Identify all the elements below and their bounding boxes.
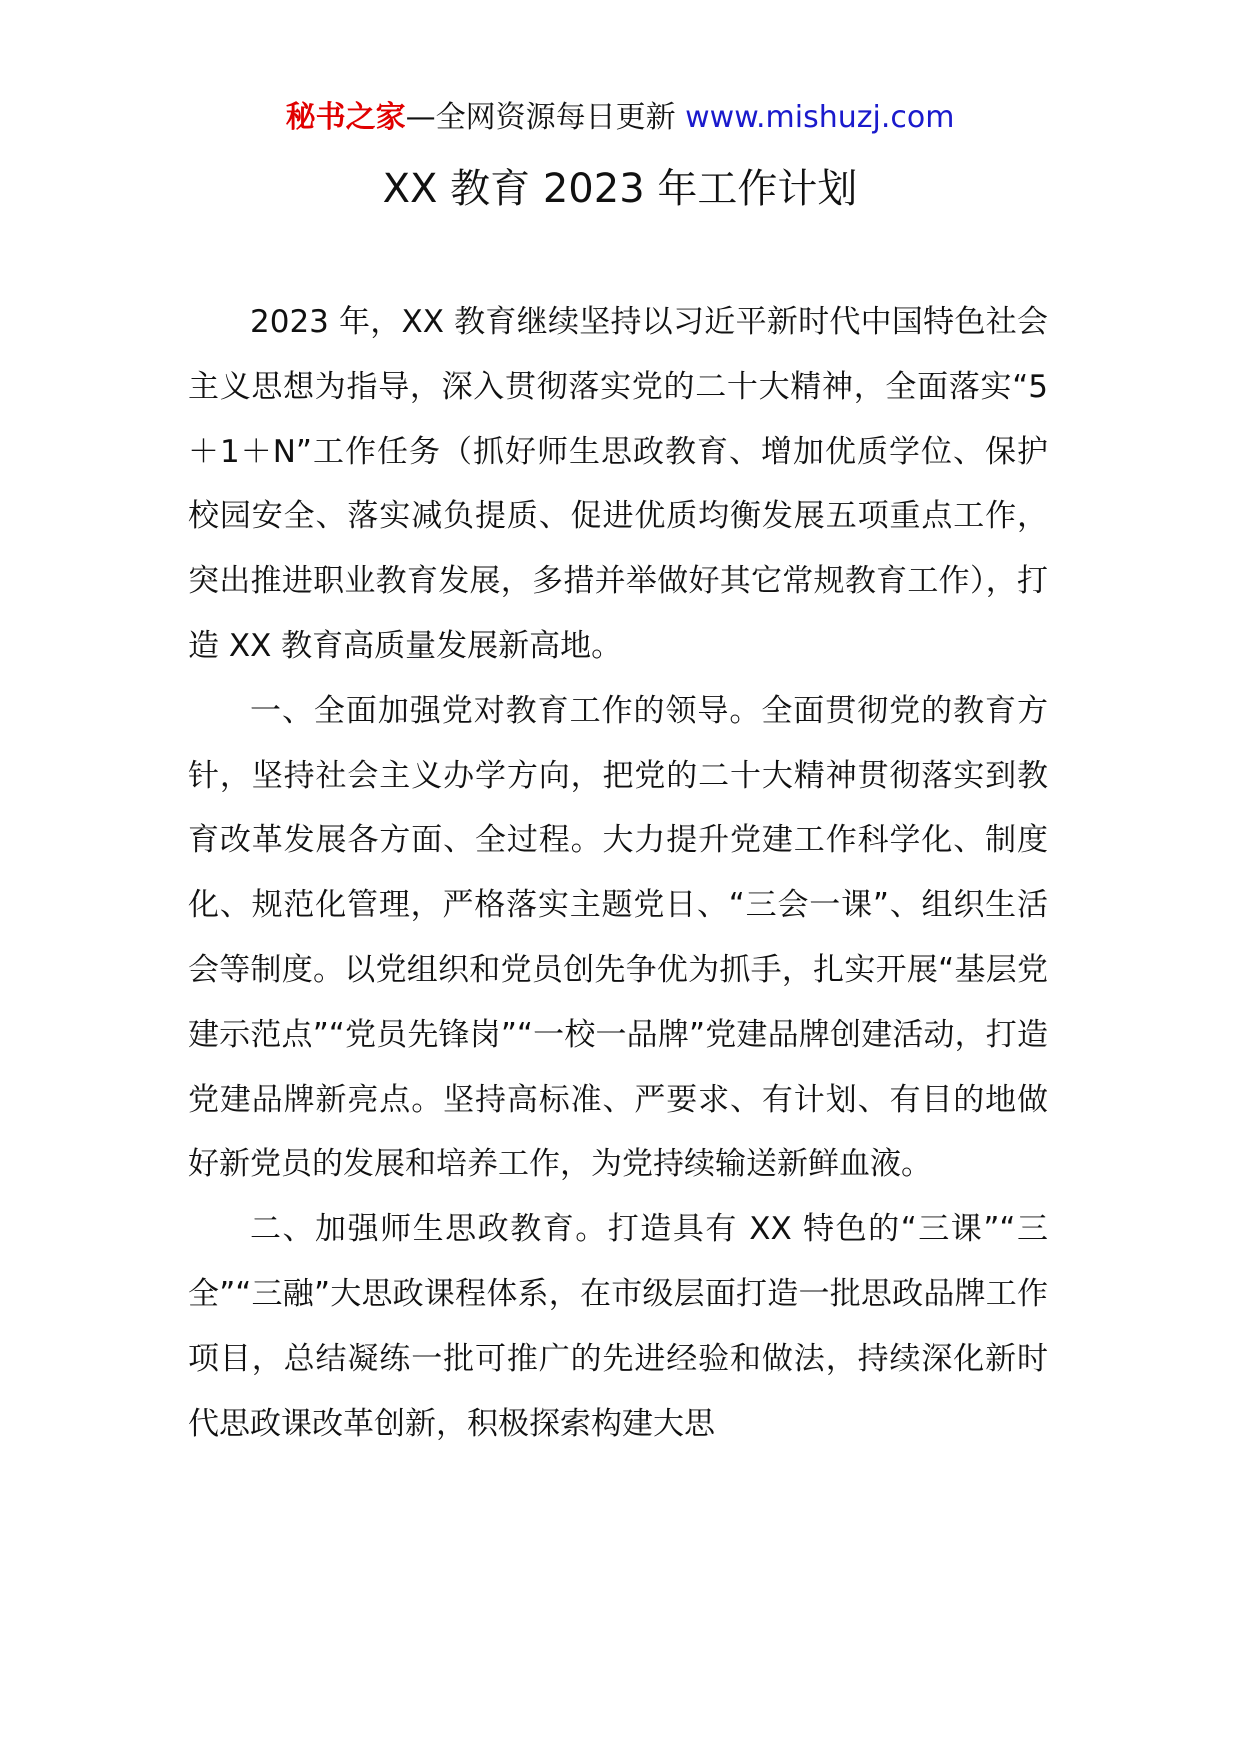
site-slogan: —全网资源每日更新 — [405, 100, 686, 135]
document-body — [188, 290, 1048, 1456]
site-url-link[interactable]: www.mishuzj.com — [685, 100, 955, 135]
paragraph-section-2: 二、加强师生思政教育。打造具有 XX 特色的“三课”“三全”“三融”大思政课程体系，在市级层面打造一批思政品牌工作项目，总结凝练一批可推广的先进经验和做法，持续深化新时代思政课改革创新，积极探索构建大思 — [188, 1211, 1048, 1442]
paragraph-section-1: 一、全面加强党对教育工作的领导。全面贯彻党的教育方针，坚持社会主义办学方向，把党的二十大精神贯彻落实到教育改革发展各方面、全过程。大力提升党建工作科学化、制度化、规范化管理，严格落实主题党日、“三会一课”、组织生活会等制度。以党组织和党员创先争优为抓手，扎实开展“基层党建示范点”“党员先锋岗”“一校一品牌”党建品牌创建活动，打造党建品牌新亮点。坚持高标准、严要求、有计划、有目的地做好新党员的发展和培养工作，为党持续输送新鲜血液。 — [188, 692, 1048, 1183]
site-brand: 秘书之家 — [285, 100, 406, 135]
document-title: XX 教育 2023 年工作计划 — [382, 166, 858, 212]
paragraph-intro: 2023 年，XX 教育继续坚持以习近平新时代中国特色社会主义思想为指导，深入贯彻落实党的二十大精神，全面落实“5＋1＋N”工作任务（抓好师生思政教育、增加优质学位、保护校园安全、落实减负提质、促进优质均衡发展五项重点工作，突出推进职业教育发展，多措并举做好其它常规教育工作），打造 XX 教育高质量发展新高地。 — [188, 304, 1048, 664]
site-header — [0, 98, 1240, 138]
